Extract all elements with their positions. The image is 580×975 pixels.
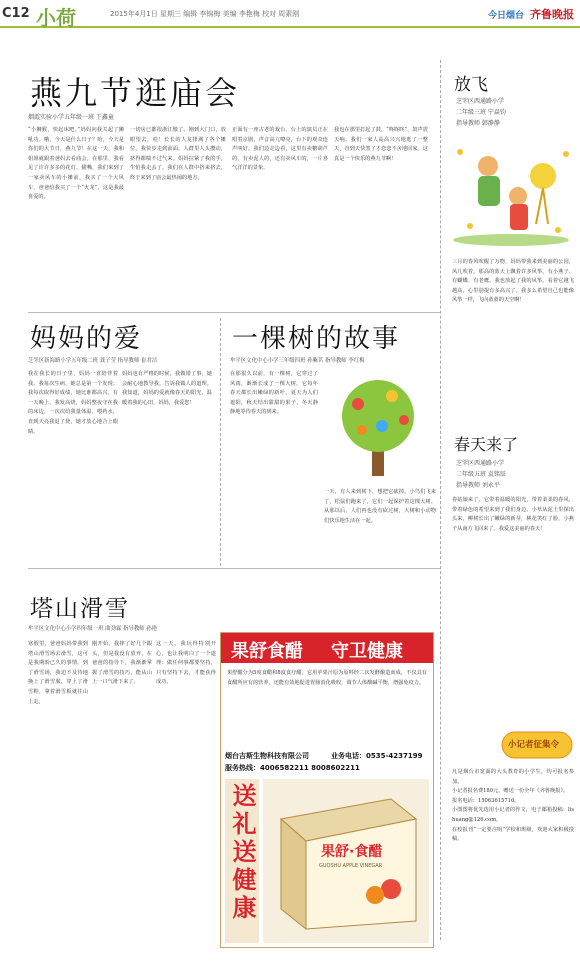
recruit-body: 凡是烟台市宽面的大头教育的小学生，均可报名参加。 小记者报名费180元，赠送一份全年《齐鲁晚报》。 报名电话：15063615716。 小图图将优先选用小记者的作文，电子邮箱投稿：lishuang@126.com。 在校报刊“一定要注明”学校和班级，欢迎大家积极投稿。 <box>452 769 574 843</box>
article-title-mother: 妈妈的爱 <box>30 324 143 354</box>
ad-product-box <box>263 779 429 943</box>
article-body-tree-col1: 在那很久以前，有一棵树，它穿过了风雨，渐渐长成了一棵大树。它每年春天都长出嫩绿的新叶，夏天为人们遮阳，秋天结出甜甜的果子，冬天静静地等待春天的到来。 <box>230 371 318 416</box>
ad-banner-text: 送礼送健康 <box>228 783 256 923</box>
article-body-tree-col2: 一天，有人来到树下，想把它砍掉。小鸟们飞来了，松鼠们跑来了，它们一起保护着这棵大树。从那以后，人们再也没有砍过树，大树和小动物们快乐地生活在一起。 <box>324 489 436 524</box>
ad-banner-vertical <box>225 779 259 943</box>
section-rule <box>28 312 440 313</box>
ad-tel2 <box>331 751 422 761</box>
recruit-badge <box>500 728 574 762</box>
ad-company: 烟台吉斯生物科技有限公司 <box>225 752 309 760</box>
article-body-spring: 春姑娘来了，它带着温暖的阳光，带着柔柔的春风，带着绿色的希望来到了我们身边。小草从泥土里探出头来，柳树长出了嫩绿的新芽，桃花笑红了脸，小燕子从南方飞回来了。我爱这美丽的春天！ <box>452 497 574 532</box>
ad-headline-right: 守卫健康 <box>331 641 403 662</box>
ad-header <box>221 633 433 663</box>
article-title-ski: 塔山滑雪 <box>30 596 130 622</box>
article-byline-fangfei: 芝罘区西通路小学 二年级三班 宁焱钧 指导教师 韩静静 <box>456 98 506 127</box>
article-byline-mother: 芝罘区新海路小学五年级二班 龚子莹 指导教师 崔君洁 <box>28 358 158 364</box>
ad-headline-left: 果舒食醋 <box>231 641 303 662</box>
ad-box-brand: 果舒·食醋 <box>321 844 383 860</box>
illustration-tree <box>322 374 434 482</box>
article-byline-ski: 牟平区文化中心小学四年级一班 曲劲霖 指导教师 孙艳 <box>28 626 158 632</box>
article-byline-tree: 牟平区文化中心小学三年级四班 孙紫茗 指导教师 李红梅 <box>230 358 365 364</box>
ad-body: 果舒醋分为5度食醋和8度食疗醋。它用苹果汁原为原料经二次发酵酿造而成，不仅具有食醋所应有的营养，还能有效地促进胃肠消化吸收，调节人体酸碱平衡，增强免疫力。 <box>227 670 427 686</box>
article-body-col1: “小狮猴，快起床吧。”妈妈向我关起了狮吼功。哦，今天是什么日子？哈，今天是你们的大节日，燕九节！在这一天，我和姐姐就跟着爸妈去看庙会。在那里，我看见了许许多多的花灯、猫嘴，我们来到了一家卖风车的小摊前，我买了一个大风车，爸爸给我买了一个“火龙”，这是我最喜爱的。 <box>28 127 124 201</box>
ad-hotline <box>225 763 360 773</box>
article-byline-yanjiu: 烟霞实验小学五年级一班 王鑫童 <box>28 114 114 121</box>
ad-tel2-number: 0535-4237199 <box>366 752 423 760</box>
recruit-title: 小记者征集令 <box>508 740 560 750</box>
article-body-fangfei: 三月的春风吹醒了万物，妈妈带我来到美丽的公园，风儿吹着，那高的蓝天上飘着许多风筝，有小燕子、有蝴蝶、有老鹰。我也放起了我的风筝，看着它越飞越高，心里别提有多高兴了。我多么希望自己也能像风筝一样，飞向蓝蓝的天空啊！ <box>452 259 574 304</box>
section-rule-2 <box>28 568 440 569</box>
article-title-tree: 一棵树的故事 <box>232 324 401 354</box>
section-title: 小荷 <box>36 6 76 30</box>
ad-gift-box-illustration <box>271 789 421 933</box>
brand-right: 齐鲁晚报 <box>530 8 574 21</box>
article-byline-spring: 芝罘区西通路小学 二年级五班 袁铭辰 指导教师 刘永平 <box>456 460 506 489</box>
article-title-spring: 春天来了 <box>454 435 519 454</box>
illustration-kite-kids <box>448 136 574 248</box>
ad-hotline-number: 4006582211 8008602211 <box>260 764 360 772</box>
advert-vinegar <box>220 632 434 948</box>
article-body-mother-col1: 我在我长的日子里，妈妈一直陪伴着我。我每次生病，她总是第一个发现；我每次取得好成绩，她比谁都高兴。有一天晚上，我发高烧，妈妈整夜守在我的床边，一次次给我量体温、喂药水，直到天亮我退了烧，她才放心地合上眼睛。 <box>28 371 118 435</box>
article-title-yanjiu: 燕九节逛庙会 <box>30 74 241 112</box>
article-body-col3: 正面有一座古老的戏台，台上的演员正在唱着京剧，声音高亢嘹亮，台下的观众连声叫好。我们边走边看，这里有卖糖葫芦的，有卖泥人的，还有卖风车的，一片喜气洋洋的景象。 <box>232 127 328 172</box>
article-title-fangfei: 放飞 <box>454 75 488 95</box>
article-body-col4: 我也在那里打起了鼓，“咚咚咚”，鼓声震天响。我们一家人高高兴兴地逛了一整天，直到天快黑了才恋恋不舍地回家。这真是一个快乐的燕九节啊！ <box>334 127 428 162</box>
brand-left: 今日烟台 <box>487 11 524 21</box>
ad-tel2-label: 业务电话： <box>331 752 366 760</box>
article-body-mother-col2: 妈妈也有严格的时候，我做错了事，她会耐心地教导我，告诉我做人的道理。我知道，妈妈的爱就像春天的阳光，温暖着我的心田，妈妈，我爱您！ <box>122 371 212 406</box>
page-header <box>0 0 580 28</box>
column-divider-2 <box>220 318 221 566</box>
ad-hotline-label: 服务热线： <box>225 764 260 772</box>
issue-meta: 2015年4月1日 星期三 编辑 李锦梅 美编 李艳梅 校对 周素刚 <box>110 10 300 18</box>
article-body-ski-col2: 刚开始，我摔了好几个跟头，但是我没有放弃，在爸爸的指导下，我渐渐掌握了滑雪的技巧，能从山上一口气滑下来了。 <box>92 641 152 686</box>
page-number: C12 <box>2 6 30 21</box>
masthead-brand <box>488 6 574 22</box>
article-body-col2: 一切房已都很浙江傲了。刚到大门口，放眼望去，哇！长长的人龙排满了各个摊位，我快步走到前面，人群里人头攒动，挤得都喘不过气来。妈妈拉紧了我的手，生怕我走丢了。我们在人群中挤来挤去，终于来到了庙会最热闹的地方。 <box>130 127 226 181</box>
column-divider <box>440 60 441 940</box>
article-body-ski-col1: 寒假里，爸爸妈妈带我到塔山滑雪场去滑雪，这可是我期盼已久的事情。到了滑雪场，我迫不及待地换上了滑雪服，穿上了滑雪鞋，拿着滑雪板就往山上走。 <box>28 641 88 705</box>
article-body-ski-col3: 这一天，我玩得特别开心，也让我明白了一个道理：做任何事都要坚持，只有坚持下去，才能获得成功。 <box>156 641 216 686</box>
ad-box-en: GUOSHU APPLE VINEGAR <box>319 863 383 869</box>
